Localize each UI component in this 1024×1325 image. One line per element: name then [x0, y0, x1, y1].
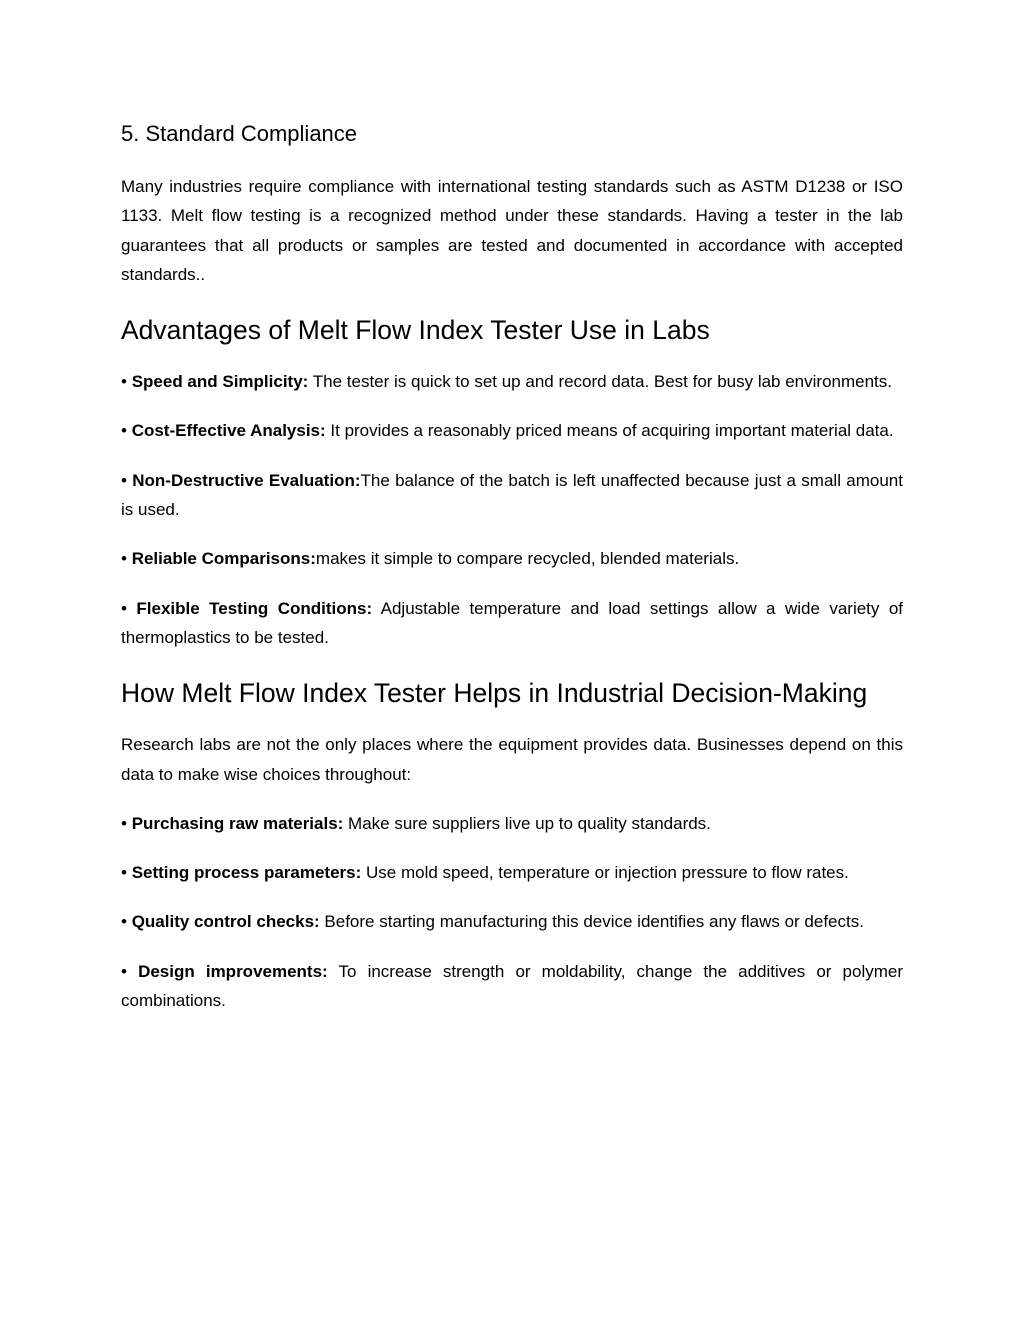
bullet-marker: •: [121, 421, 132, 441]
bullet-marker: •: [121, 372, 132, 392]
decision-item-design: [121, 957, 903, 1016]
advantage-term: Cost-Effective Analysis:: [131, 421, 326, 441]
decision-making-intro: Research labs are not the only places where the equipment provides data. Businesses depend on this data to make wise choices throughout:: [121, 735, 903, 784]
advantage-item-cost: [121, 416, 903, 445]
standard-compliance-heading: 5. Standard Compliance: [121, 121, 358, 146]
decision-item-purchasing: [121, 809, 903, 838]
advantage-item-reliable: [121, 544, 903, 573]
advantage-text: The balance of the batch is left unaffected because just a small amount is used.: [121, 470, 903, 520]
document-page: [121, 118, 903, 1035]
advantage-term: Non-Destructive Evaluation:: [132, 470, 361, 490]
bullet-marker: •: [121, 961, 139, 981]
advantages-heading: Advantages of Melt Flow Index Tester Use in Labs: [121, 315, 710, 346]
decision-item-quality-control: [121, 907, 903, 936]
advantage-term: Reliable Comparisons:: [131, 549, 316, 569]
decision-term: Quality control checks:: [131, 912, 320, 932]
bullet-marker: •: [121, 598, 137, 618]
decision-text: Use mold speed, temperature or injection pressure to flow rates.: [361, 863, 849, 883]
decision-text: Make sure suppliers live up to quality standards.: [343, 813, 711, 833]
decision-making-heading: How Melt Flow Index Tester Helps in Industrial Decision-Making: [121, 678, 868, 709]
bullet-marker: •: [121, 549, 132, 569]
advantage-text: The tester is quick to set up and record data. Best for busy lab environments.: [308, 372, 893, 392]
bullet-marker: •: [121, 863, 132, 883]
decision-term: Setting process parameters:: [131, 863, 362, 883]
bullet-marker: •: [121, 470, 133, 490]
advantage-term: Flexible Testing Conditions:: [136, 598, 373, 618]
decision-item-process-parameters: [121, 858, 903, 887]
decision-text: Before starting manufacturing this device identifies any flaws or defects.: [319, 912, 864, 932]
advantage-text: Adjustable temperature and load settings allow a wide variety of thermoplastics to be tested.: [121, 598, 903, 647]
decision-text: To increase strength or moldability, change the additives or polymer combinations.: [121, 961, 904, 1011]
advantage-item-flexible: [121, 594, 903, 653]
advantage-item-non-destructive: [121, 466, 903, 525]
advantage-item-speed: [121, 367, 903, 396]
standard-compliance-paragraph: Many industries require compliance with international testing standards such as ASTM D1238 or ISO 1133. Melt flow testing is a recognized method under these standards. Having a tester in the lab guarantees that all products or samples are tested and documented in accordance with accepted standards..: [121, 177, 903, 284]
advantage-term: Speed and Simplicity:: [131, 372, 309, 392]
advantage-text: It provides a reasonably priced means of acquiring important material data.: [325, 421, 894, 441]
decision-term: Design improvements:: [138, 961, 328, 981]
decision-term: Purchasing raw materials:: [131, 813, 344, 833]
bullet-marker: •: [121, 813, 132, 833]
advantage-text: makes it simple to compare recycled, blended materials.: [315, 549, 740, 569]
bullet-marker: •: [121, 912, 132, 932]
